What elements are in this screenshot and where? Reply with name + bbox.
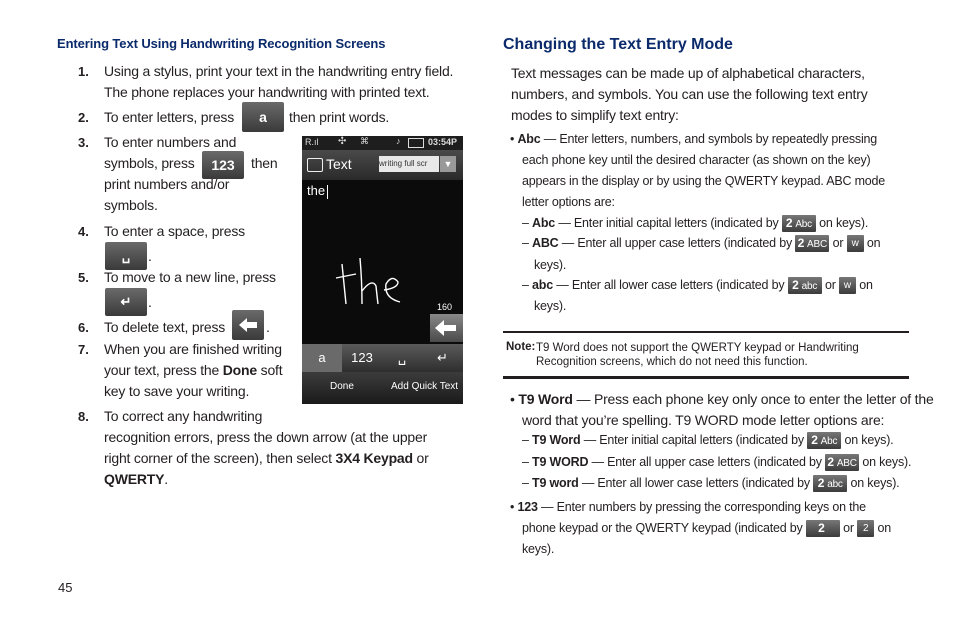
step-5-text: To move to a new line, press [104,269,276,285]
key-abc-lower-icon: 2 abc [788,277,822,294]
t9-option-lower: – T9 word — Enter all lower case letters (indicated by 2 abc on keys). [522,476,900,491]
message-icon [307,158,323,172]
step-7-line-3: key to save your writing. [104,383,250,399]
step-7-line-1: When you are finished writing [104,341,282,357]
step-number: 7. [78,342,89,357]
add-quick-text-softkey[interactable]: Add Quick Text [391,381,459,392]
step-number: 2. [78,110,89,125]
key-t9-lower-icon: 2 abc [813,475,847,492]
abc-option-initial: – Abc — Enter initial capital letters (indicated by 2 Abc on keys). [522,216,869,231]
note-bottom-rule [503,376,909,379]
step-number: 5. [78,270,89,285]
status-bar [302,136,463,150]
battery-icon [408,138,424,148]
key-t9-initial-icon: 2 Abc [807,432,841,449]
space-key-icon: ␣ [105,242,147,270]
note-line-2: Recognition screens, which do not need this function. [536,356,808,368]
title-bar [302,150,463,180]
step-5-period: . [148,294,152,310]
intro-line-3: modes to simplify text entry: [511,107,679,123]
phone-screenshot [302,136,463,404]
clock: 03:54P [428,137,458,147]
key-w-icon: w [839,277,856,294]
softkey-bar [302,372,463,404]
t9-option-initial: – T9 Word — Enter initial capital letters (indicated by 2 Abc on keys). [522,433,894,448]
abc-bullet-line-2: each phone key until the desired character (as shown on the key) [522,153,871,167]
step-3-line-1: To enter numbers and [104,134,237,150]
key-abc-initial-icon: 2 Abc [782,215,816,232]
abc-option-upper: – ABC — Enter all upper case letters (indicated by 2 ABC or w on [522,236,881,251]
backspace-key-icon [232,310,264,340]
note-top-rule [503,331,909,333]
step-2-text: To enter letters, press [104,109,235,125]
signal-icon: R.ıl [305,137,319,147]
sync-icon: ✣ [338,136,347,147]
phone-key-newline[interactable]: ↵ [437,350,448,365]
num-bullet-line-3: keys). [522,542,555,556]
abc-bullet-line-1: • Abc — Enter letters, numbers, and symbols by repeatedly pressing [510,132,878,146]
abc-bullet-line-3: appears in the display or by using the QWERTY keypad. ABC mode [522,174,886,188]
phone-backspace-button[interactable] [430,314,463,342]
step-7-line-2: your text, press the Done soft [104,362,283,378]
t9-option-upper: – T9 WORD — Enter all upper case letters (indicated by 2 ABC on keys). [522,455,912,470]
key-num-small-icon: 2 [857,520,874,537]
phone-key-space[interactable]: ␣ [397,350,407,365]
abc-option-lower-end: keys). [534,299,567,313]
t9-bullet-line-1: • T9 Word — Press each phone key only once to enter the letter of the [510,391,934,407]
key-t9-upper-icon: 2 ABC [825,454,859,471]
step-8-line-2: recognition errors, press the down arrow (at the upper [104,429,428,445]
note-line-1: T9 Word does not support the QWERTY keypad or Handwriting [536,342,859,354]
alarm-icon: ⌘ [360,136,369,146]
step-8-line-1: To correct any handwriting [104,408,263,424]
intro-line-1: Text messages can be made up of alphabetical characters, [511,65,865,81]
step-3-then: then [251,155,278,171]
music-icon: ♪ [396,136,401,146]
note-label: Note: [506,341,536,353]
newline-key-icon: ↵ [105,288,147,316]
step-3-line-4: symbols. [104,197,158,213]
step-3-line-3: print numbers and/or [104,176,230,192]
key-row [302,344,463,372]
screen-title: Text [326,156,352,172]
step-1-line-1: Using a stylus, print your text in the handwriting entry field. [104,63,454,79]
step-3-line-2: symbols, press [104,155,195,171]
step-4-text: To enter a space, press [104,223,245,239]
step-8-line-4: QWERTY. [104,471,168,487]
step-2-text-after: then print words. [289,109,390,125]
step-number: 6. [78,320,89,335]
num-bullet-line-2: phone keypad or the QWERTY keypad (indicated by 2 or 2 on [522,521,891,536]
intro-line-2: numbers, and symbols. You can use the following text entry [511,86,868,102]
step-number: 8. [78,409,89,424]
phone-key-numbers[interactable]: 123 [351,350,373,365]
abc-bullet-line-4: letter options are: [522,195,615,209]
step-1-line-2: The phone replaces your handwriting with printed text. [104,84,430,100]
phone-key-letters[interactable]: a [302,344,342,372]
section-heading: Entering Text Using Handwriting Recognition Screens [57,36,386,51]
key-w-icon: w [847,235,864,252]
step-number: 4. [78,224,89,239]
key-abc-upper-icon: 2 ABC [795,235,829,252]
step-8-line-3: right corner of the screen), then select 3X4 Keypad or [104,450,429,466]
typed-text: the [307,183,326,198]
step-number: 3. [78,135,89,150]
chevron-down-icon[interactable]: ▼ [440,156,456,172]
numbers-key-icon: 123 [202,151,244,179]
letters-key-icon: a [242,102,284,132]
key-num-icon: 2 [806,520,840,537]
input-mode-dropdown[interactable]: writing full scr [379,156,439,172]
page-number: 45 [58,580,73,595]
text-cursor [327,185,328,199]
handwriting-strokes [332,256,412,306]
t9-bullet-line-2: word that you’re spelling. T9 WORD mode letter options are: [522,412,885,428]
step-6-period: . [266,319,270,335]
step-4-period: . [148,248,152,264]
num-bullet-line-1: • 123 — Enter numbers by pressing the corresponding keys on the [510,500,866,514]
abc-option-lower: – abc — Enter all lower case letters (indicated by 2 abc or w on [522,278,873,293]
step-6-text: To delete text, press [104,319,226,335]
page-title: Changing the Text Entry Mode [503,36,733,53]
done-softkey[interactable]: Done [330,381,354,392]
char-counter: 160 [437,302,453,312]
step-number: 1. [78,64,89,79]
abc-option-upper-end: keys). [534,258,567,272]
